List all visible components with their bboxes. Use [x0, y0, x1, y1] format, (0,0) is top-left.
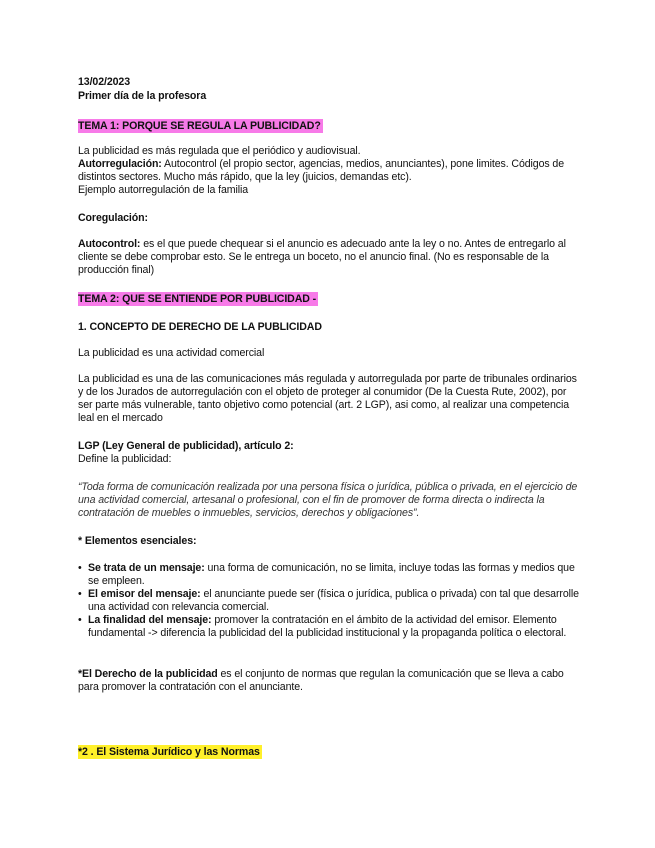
tema2-heading-text: TEMA 2: QUE SE ENTIENDE POR PUBLICIDAD -	[78, 293, 317, 305]
actividad-comercial-text: La publicidad es una actividad comercial	[78, 347, 265, 359]
tema1-heading-text: TEMA 1: PORQUE SE REGULA LA PUBLICIDAD?	[78, 120, 321, 132]
tema1-heading	[78, 120, 583, 133]
list-item	[78, 614, 583, 640]
lgp-title: LGP (Ley General de publicidad), artículo 2:	[78, 440, 294, 452]
elemento-label: La finalidad del mensaje:	[88, 614, 212, 626]
autocontrol-paragraph	[78, 238, 583, 277]
autorregulacion-paragraph	[78, 158, 583, 184]
elemento-text: el anunciante puede ser (física o jurídica, publica o privada) con tal que desarrolle una actividad con relevancia comercial.	[88, 588, 579, 613]
date: 13/02/2023	[78, 76, 131, 88]
derecho-label: *El Derecho de la publicidad	[78, 668, 218, 680]
autorregulacion-label: Autorregulación:	[78, 158, 162, 170]
autorregulacion-example: Ejemplo autorregulación de la familia	[78, 184, 249, 196]
elementos-list	[78, 562, 583, 640]
first-day-note: Primer día de la profesora	[78, 90, 207, 102]
elemento-label: Se trata de un mensaje:	[88, 562, 205, 574]
elemento-text: promover la contratación en el ámbito de la actividad del emisor. Elemento fundamental -> diferencia la publicidad del la publicidad institucional y la propaganda política o electoral.	[88, 614, 567, 639]
coregulacion-heading: Coregulación:	[78, 212, 148, 224]
list-item	[78, 588, 583, 614]
elemento-text: una forma de comunicación, no se limita, incluye todas las formas y medios que se empleen.	[88, 562, 575, 587]
comunicaciones-paragraph: La publicidad es una de las comunicaciones más regulada y autorregulada por parte de tribunales ordinarios y de los Jurados de autorregulación con el objeto de proteger al conumidor (De la Cuesta Rute, 2002), por ser parte más vulnerable, tanto objetivo como potencial (art. 2 LGP), asi como, al realizar una competencia leal en el mercado	[78, 373, 577, 424]
derecho-text: es el conjunto de normas que regulan la comunicación que se lleva a cabo para promover la contratación con el anunciante.	[78, 668, 564, 693]
autorregulacion-text: Autocontrol (el propio sector, agencias, medios, anunciantes), pone limites. Códigos de distintos sectores. Mucho más rápido, que la ley (juicios, demandas etc).	[78, 158, 564, 183]
elemento-label: El emisor del mensaje:	[88, 588, 201, 600]
tema1-intro: La publicidad es más regulada que el periódico y audiovisual.	[78, 145, 361, 157]
derecho-publicidad-paragraph	[78, 668, 583, 694]
tema2-heading	[78, 293, 583, 306]
define-text: Define la publicidad:	[78, 453, 172, 465]
section1-title: 1. CONCEPTO DE DERECHO DE LA PUBLICIDAD	[78, 321, 322, 333]
autocontrol-text: es el que puede chequear si el anuncio es adecuado ante la ley o no. Antes de entregarlo al cliente se debe comprobar esto. Se le entrega un boceto, no el anuncio final. (No es responsable de la producción final)	[78, 238, 566, 276]
section2-heading	[78, 746, 583, 759]
section2-heading-text: *2 . El Sistema Jurídico y las Normas	[78, 746, 260, 758]
lgp-definition-quote: “Toda forma de comunicación realizada por una persona física o jurídica, pública o privada, en el ejercicio de una actividad comercial, artesanal o profesional, con el fin de promover de forma directa o indirecta la contratación de muebles o inmuebles, servicios, derechos y obligaciones”.	[78, 481, 578, 519]
autocontrol-label: Autocontrol:	[78, 238, 141, 250]
list-item	[78, 562, 583, 588]
elementos-title: * Elementos esenciales:	[78, 535, 197, 547]
